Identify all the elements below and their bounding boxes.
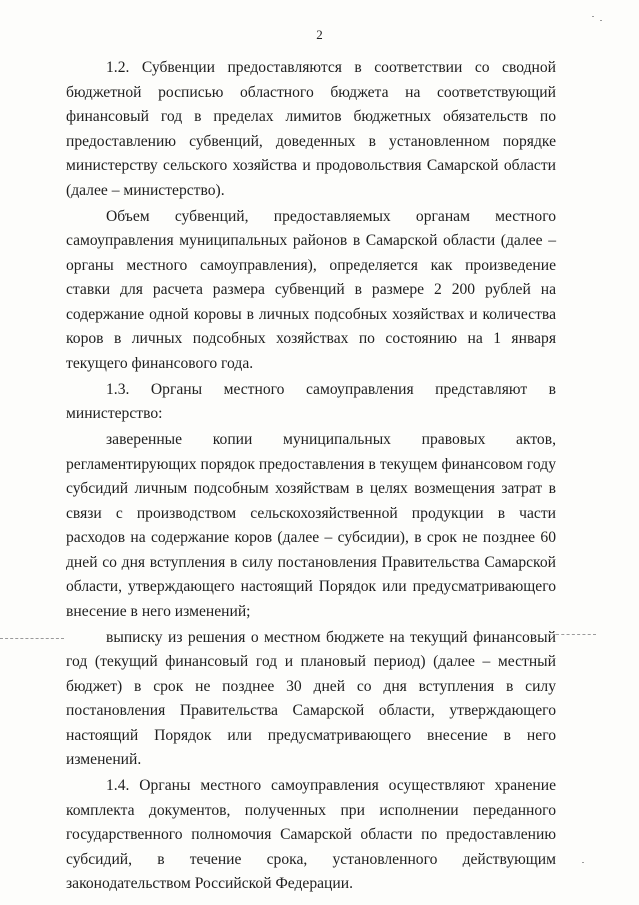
- paragraph-subvention-volume: Объем субвенций, предоставляемых органам местного самоуправления муниципальных районов в Самарской области (далее – органы местного самоуправления), определяется как произведение ставки для расчета размера субвенций в размере 2 200 рублей на содержание одной коровы в личных подсобных хозяйствах и количества коров в личных подсобных хозяйствах по состоянию на 1 января текущего финансового года.: [66, 207, 556, 372]
- page-number: 2: [316, 27, 323, 42]
- paragraph-certified-copies: заверенные копии муниципальных правовых актов, регламентирующих порядок предоставления в текущем финансовом году субсидий личным подсобным хозяйствам в целях возмещения затрат в связи с производством сельскохозяйственной продукции в части расходов на содержание коров (далее – субсидии), в срок не позднее 60 дней со дня вступления в силу постановления Правительства Самарской области, утверждающего настоящий Порядок или предусматривающего внесение в него изменений;: [66, 431, 556, 620]
- scan-speck: [592, 16, 594, 17]
- paragraph-1-3: 1.3. Органы местного самоуправления представляют в министерство:: [66, 380, 556, 422]
- document-body: [66, 56, 556, 898]
- scan-fold-line-right: [556, 634, 596, 635]
- scan-speck: [582, 862, 584, 863]
- scan-speck: [600, 20, 602, 21]
- paragraph-1-2: 1.2. Субвенции предоставляются в соответствии со сводной бюджетной росписью областного бюджета на соответствующий финансовый год в пределах лимитов бюджетных обязательств по предоставлению субвенций, доведенных в установленном порядке министерству сельского хозяйства и продовольствия Самарской области (далее – министерство).: [66, 59, 556, 199]
- paragraph-budget-extract: выписку из решения о местном бюджете на текущий финансовый год (текущий финансовый год и плановый период) (далее – местный бюджет) в срок не позднее 30 дней со дня вступления в силу постановления Правительства Самарской области, утверждающего настоящий Порядок или предусматривающего внесение в него изменений.: [66, 628, 556, 768]
- scan-fold-line: [0, 638, 64, 639]
- paragraph-1-4: 1.4. Органы местного самоуправления осуществляют хранение комплекта документов, полученных при исполнении переданного государственного полномочия Самарской области по предоставлению субсидий, в течение срока, установленного действующим законодательством Российской Федерации.: [66, 777, 556, 892]
